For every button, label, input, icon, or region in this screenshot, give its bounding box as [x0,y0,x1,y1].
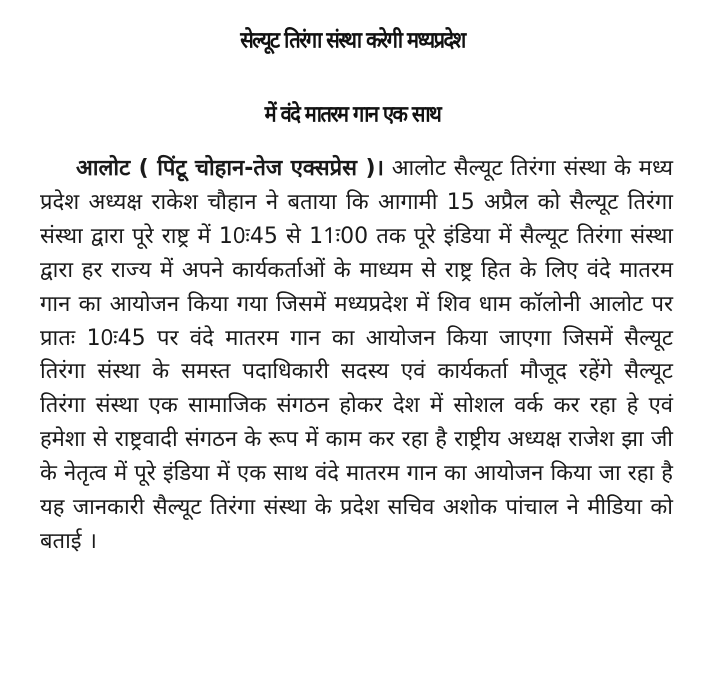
headline-line-2: में वंदे मातरम गान एक साथ [264,100,441,128]
article-body-paragraph [40,152,673,559]
dateline: आलोट ( पिंटू चोहान-तेज एक्सप्रेस )। [76,156,384,181]
article-body-text: आलोट सैल्यूट तिरंगा संस्था के मध्य प्रदेश अध्यक्ष राकेश चौहान ने बताया कि आगामी 15 अप्रैल को सैल्यूट तिरंगा संस्था द्वारा पूरे राष्ट्र में 10ः45 से 11ः00 तक पूरे इंडिया में सैल्यूट तिरंगा संस्था द्वारा हर राज्य में अपने कार्यकर्ताओं के माध्यम से राष्ट्र हित के लिए वंदे मातरम गान का आयोजन किया गया जिसमें मध्यप्रदेश में शिव धाम कॉलोनी आलोट पर प्रातः 10ः45 पर वंदे मातरम गान का आयोजन किया जाएगा जिसमें सैल्यूट तिरंगा संस्था के समस्त पदाधिकारी सदस्य एवं कार्यकर्ता मौजूद रहेंगे सैल्यूट तिरंगा संस्था एक सामाजिक संगठन होकर देश में सोशल वर्क कर रहा हे एवं हमेशा से राष्ट्रवादी संगठन के रूप में काम कर रहा है राष्ट्रीय अध्यक्ष राजेश झा जी के नेतृत्व में पूरे इंडिया में एक साथ वंदे मातरम गान का आयोजन किया जा रहा है यह जानकारी सैल्यूट तिरंगा संस्था के प्रदेश सचिव अशोक पांचाल ने मीडिया को बताई । [40,156,673,554]
headline-line-1: सेल्यूट तिरंगा संस्था करेगी मध्यप्रदेश [240,26,465,54]
